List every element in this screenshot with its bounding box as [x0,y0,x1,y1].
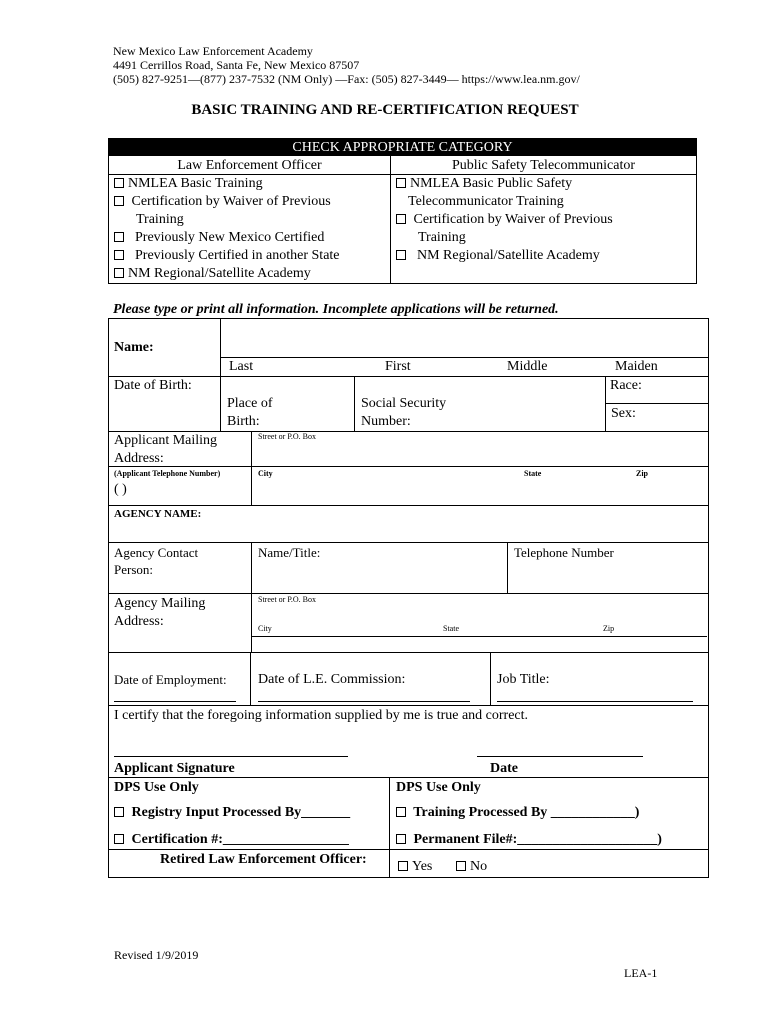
checkbox[interactable] [114,807,124,817]
checkbox[interactable] [114,834,124,844]
checkbox[interactable] [114,196,124,206]
retired-yes-option[interactable]: Yes [398,858,432,876]
name-label: Name: [114,340,154,355]
zip-label: Zip [636,469,649,478]
date-employment-label: Date of Employment: [114,672,227,687]
checkbox[interactable] [396,807,406,817]
training-field[interactable]: Training Processed By ____________) [396,804,639,822]
sex-label: Sex: [611,406,636,421]
leo-waiver-option[interactable]: Certification by Waiver of Previous [114,193,340,211]
leo-nm-certified-option[interactable]: Previously New Mexico Certified [114,229,340,247]
leo-header: Law Enforcement Officer [177,158,322,173]
checkbox[interactable] [396,178,406,188]
checkbox[interactable] [396,214,406,224]
retired-no-option[interactable]: No [456,858,487,876]
instructions: Please type or print all information. Incomplete applications will be returned. [113,302,559,317]
applicant-mailing-label: Applicant Mailing Address: [114,433,218,466]
leo-regional-option[interactable]: NM Regional/Satellite Academy [114,265,340,283]
dps-right-label: DPS Use Only [396,780,481,795]
pst-options [396,175,613,265]
leo-waiver-cont: Training [136,212,184,227]
middle-label: Middle [507,359,548,374]
form-code: LEA-1 [624,966,658,980]
leo-options [114,175,340,283]
dps-left-label: DPS Use Only [114,780,199,795]
phone-field[interactable]: ( ) [114,482,127,497]
state-label: State [524,469,542,478]
agency-zip-label: Zip [603,624,615,633]
agency-city-label: City [258,624,272,633]
registry-field[interactable]: Registry Input Processed By_______ [114,804,350,822]
checkbox[interactable] [114,232,124,242]
form-title: BASIC TRAINING AND RE-CERTIFICATION REQUEST [191,102,579,118]
date-commission-label: Date of L.E. Commission: [258,672,406,687]
agency-name-label: AGENCY NAME: [114,508,202,520]
leo-basic-option[interactable]: NMLEA Basic Training [114,175,340,193]
checkbox[interactable] [396,250,406,260]
checkbox[interactable] [114,250,124,260]
date-label: Date [490,761,518,776]
certify-statement: I certify that the foregoing information supplied by me is true and correct. [114,708,529,723]
phone-label: (Applicant Telephone Number) [114,469,221,478]
last-label: Last [229,359,254,374]
category-banner: CHECK APPROPRIATE CATEGORY [109,139,696,156]
retired-officer-label: Retired Law Enforcement Officer: [160,852,367,867]
street-label: Street or P.O. Box [258,432,316,441]
name-title-label: Name/Title: [258,545,321,560]
pst-header: Public Safety Telecommunicator [451,158,636,173]
first-label: First [385,359,411,374]
pst-waiver-cont: Training [418,230,466,245]
agency-contact-label: Agency Contact Person: [114,545,199,577]
pst-basic-option[interactable]: NMLEA Basic Public Safety [396,175,613,193]
agency-street-label: Street or P.O. Box [258,595,316,604]
org-contact: (505) 827-9251—(877) 237-7532 (NM Only) —Fax: (505) 827-3449— https://www.lea.nm.gov/ [113,72,580,86]
certification-field[interactable]: Certification #:__________________ [114,831,349,849]
ssn-label: Social Security Number: [361,396,447,429]
checkbox[interactable] [114,268,124,278]
revised-date: Revised 1/9/2019 [114,948,199,962]
telephone-label: Telephone Number [514,545,614,560]
applicant-signature-label: Applicant Signature [114,761,235,776]
pst-regional-option[interactable]: NM Regional/Satellite Academy [396,247,613,265]
leo-other-state-option[interactable]: Previously Certified in another State [114,247,340,265]
city-label: City [258,469,273,478]
race-label: Race: [610,378,642,393]
dob-label: Date of Birth: [114,378,192,393]
agency-state-label: State [443,624,459,633]
checkbox[interactable] [114,178,124,188]
org-address: 4491 Cerrillos Road, Santa Fe, New Mexico 87507 [113,58,360,72]
job-title-label: Job Title: [497,672,550,687]
checkbox[interactable] [396,834,406,844]
pst-basic-cont: Telecommunicator Training [408,194,564,209]
permanent-file-field[interactable]: Permanent File#:____________________) [396,831,662,849]
academy-header [113,44,580,86]
agency-mailing-label: Agency Mailing Address: [114,596,206,629]
pst-waiver-option[interactable]: Certification by Waiver of Previous [396,211,613,229]
checkbox[interactable] [456,861,466,871]
place-of-birth-label: Place of Birth: [227,396,273,429]
org-name: New Mexico Law Enforcement Academy [113,44,313,58]
checkbox[interactable] [398,861,408,871]
maiden-label: Maiden [615,359,658,374]
